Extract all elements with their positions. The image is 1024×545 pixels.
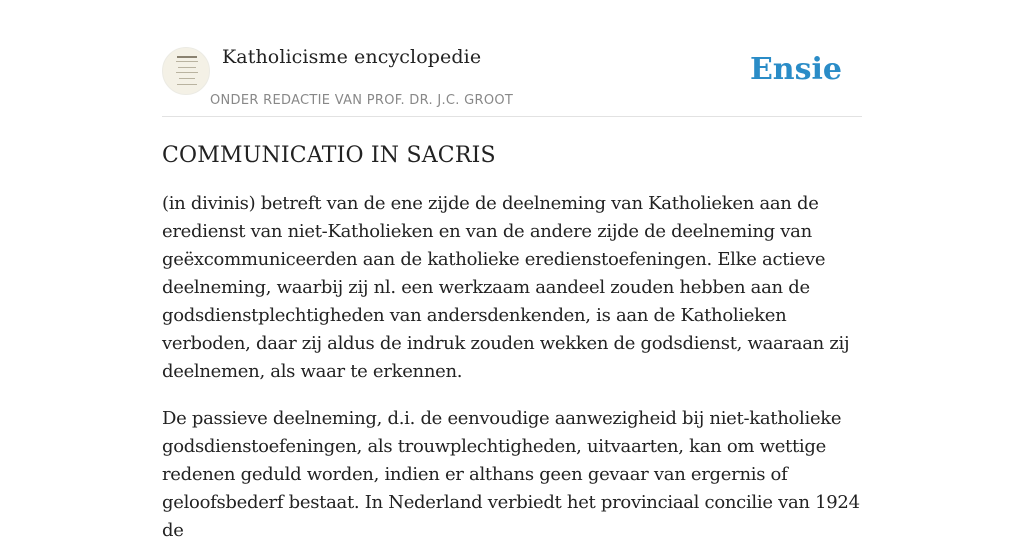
header: [162, 0, 862, 117]
book-cover-logo[interactable]: [162, 47, 210, 95]
editor-line: ONDER REDACTIE VAN PROF. DR. J.C. GROOT: [210, 93, 514, 108]
ensie-brand-link[interactable]: Ensie: [749, 52, 842, 87]
page: [162, 0, 862, 545]
article-title: COMMUNICATIO IN SACRIS: [162, 143, 496, 168]
article-paragraph: De passieve deelneming, d.i. de eenvoudige aanwezigheid bij niet-katholieke godsdienstoefeningen, als trouwplechtigheden, uitvaarten, kan om wettige redenen geduld worden, indien er althans geen gevaar van ergernis of geloofsbederf bestaat. In Nederland verbiedt het provinciaal concilie van 1924 de: [162, 408, 860, 541]
article-paragraph: (in divinis) betreft van de ene zijde de deelneming van Katholieken aan de eredienst van niet-Katholieken en van de andere zijde de deelneming van geëxcommuniceerden aan de katholieke eredienstoefeningen. Elke actieve deelneming, waarbij zij nl. een werkzaam aandeel zouden hebben aan de godsdienstplechtigheden van andersdenkenden, is aan de Katholieken verboden, daar zij aldus de indruk zouden wekken de godsdienst, waaraan zij deelnemen, als waar te erkennen.: [162, 193, 850, 382]
encyclopedia-title[interactable]: Katholicisme encyclopedie: [222, 46, 482, 68]
